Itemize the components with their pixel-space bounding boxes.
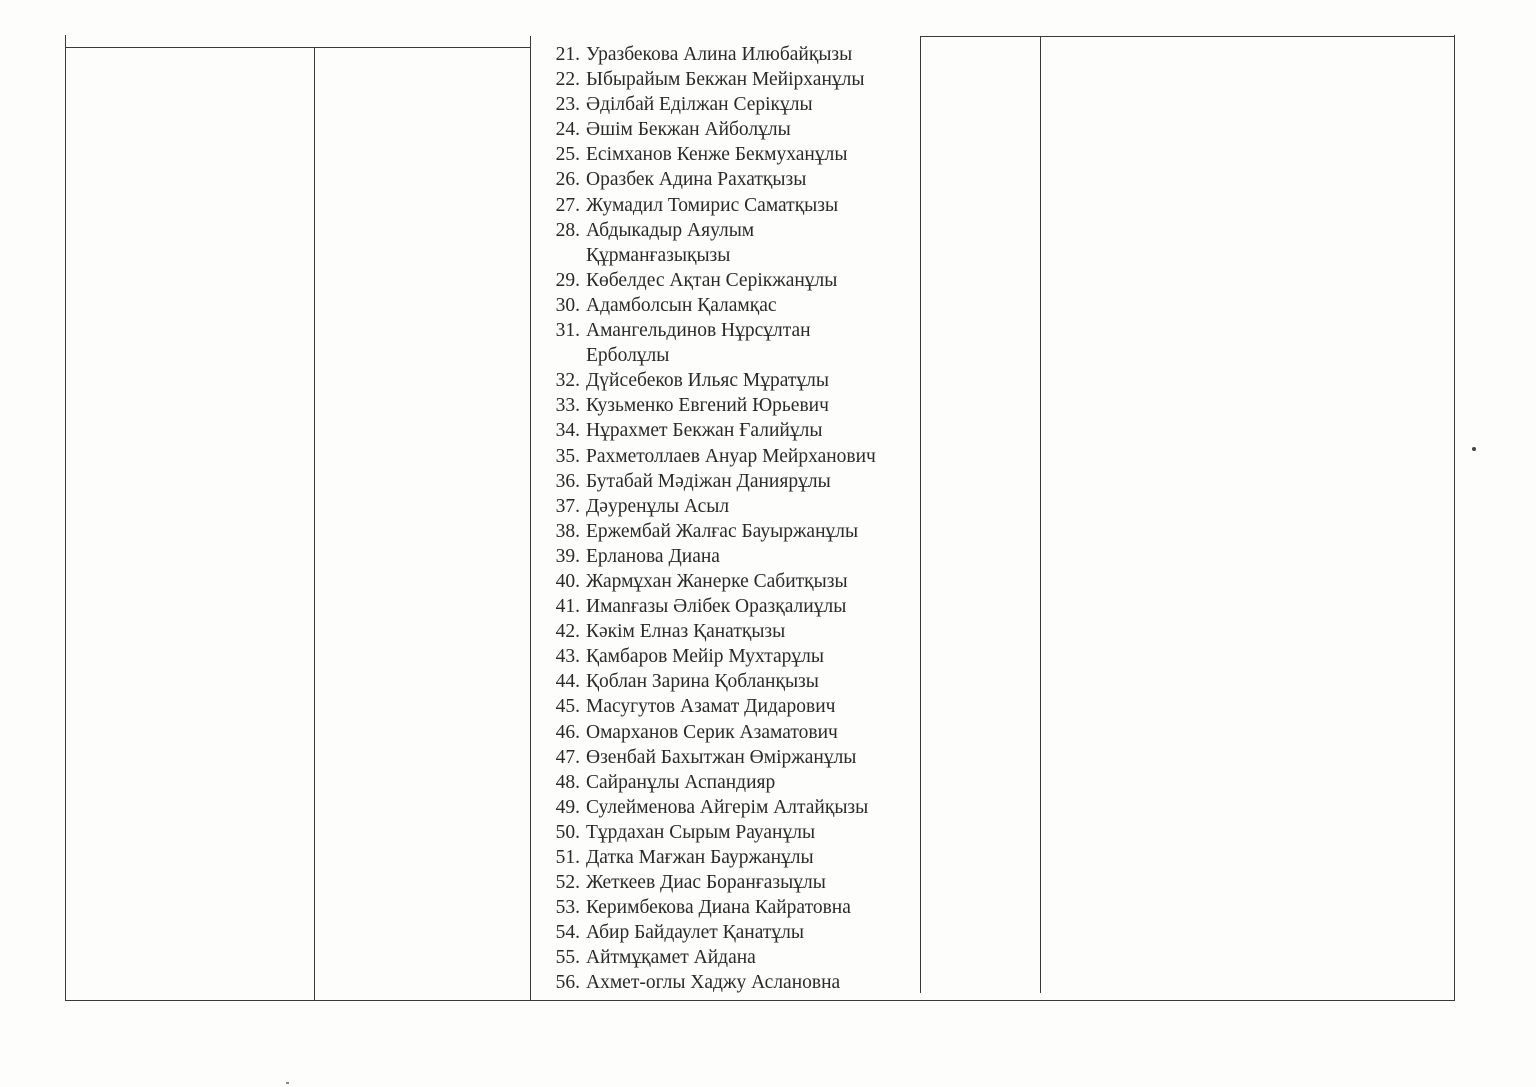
list-item-name: Нұрахмет Бекжан Ғалийұлы [586,420,823,442]
list-item [545,318,917,343]
list-item-name: Әшім Бекжан Айболұлы [586,119,791,141]
table-top-border-left [65,47,530,48]
list-item [545,494,917,519]
list-item-number: 39. [555,545,580,567]
list-item [545,193,917,218]
list-item-name: Дәуренұлы Асыл [586,495,730,517]
list-item [545,845,917,870]
list-item-name: Жумадил Томирис Саматқызы [586,194,839,216]
list-item-number: 47. [555,746,580,768]
list-item [545,619,917,644]
list-item-number: 40. [555,570,580,592]
column-separator-2 [530,36,531,1001]
list-item [545,142,917,167]
list-item [545,945,917,970]
list-item-name: Оразбек Адина Рахатқызы [586,169,807,191]
list-item-number: 50. [555,821,580,843]
list-item-number: 28. [555,219,580,241]
list-item [545,544,917,569]
list-item-number: 24. [555,119,580,141]
list-item [545,795,917,820]
list-item-number: 35. [555,445,580,467]
list-item-name: Уразбекова Алина Илюбайқызы [586,44,853,65]
list-item-number: 29. [555,269,580,291]
list-item-number: 43. [555,646,580,668]
list-item-name: Кәкім Елназ Қанатқызы [586,621,786,643]
list-item-number: 56. [555,972,580,994]
list-item-number [545,243,580,268]
column-separator-4 [1040,36,1041,993]
list-item-continuation [545,343,917,368]
list-item-number: 49. [555,796,580,818]
list-item [545,92,917,117]
list-item-number [545,343,580,368]
list-item [545,42,917,67]
list-item-name: Жармұхан Жанерке Сабитқызы [586,570,848,592]
list-item [545,820,917,845]
list-item-name: Ахмет-оглы Хаджу Аслановна [586,972,841,994]
list-item-name: Абир Байдаулет Қанатұлы [586,922,804,944]
list-item [545,920,917,945]
list-item-number: 45. [555,696,580,718]
list-item-number: 48. [555,771,580,793]
list-item-name: Тұрдахан Сырым Рауанұлы [586,821,816,843]
list-item [545,669,917,694]
list-item-number: 21. [555,44,580,65]
list-item-name: Ерланова Диана [586,545,720,567]
list-item-number: 36. [555,470,580,492]
list-item-name: Масугутов Азамат Дидарович [586,696,836,718]
list-item-number: 25. [555,144,580,166]
list-item-number: 54. [555,922,580,944]
list-item-number: 27. [555,194,580,216]
list-item [545,469,917,494]
list-item-name: Қамбаров Мейір Мухтарұлы [586,646,824,668]
list-item-name: Ыбырайым Бекжан Мейірханұлы [586,69,865,91]
list-item [545,870,917,895]
list-item [545,67,917,92]
list-item [545,418,917,443]
list-item-number: 53. [555,897,580,919]
list-item [545,569,917,594]
list-item-name: Кузьменко Евгений Юрьевич [586,395,829,417]
list-item-number: 22. [555,69,580,91]
list-item-name: Көбелдес Ақтан Серікжанұлы [586,269,838,291]
list-item-name: Есімханов Кенже Бекмуханұлы [586,144,848,166]
table-top-border-right [1040,36,1455,37]
list-item-name: Дүйсебеков Ильяс Мұратұлы [586,370,829,392]
list-item-number: 32. [555,370,580,392]
list-item-number: 34. [555,420,580,442]
list-item-number: 42. [555,621,580,643]
list-item-name: Қоблан Зарина Қобланқызы [586,671,819,693]
list-item-number: 55. [555,947,580,969]
list-item-continuation [545,243,917,268]
list-item-number: 26. [555,169,580,191]
list-item-number: 41. [555,596,580,618]
participants-list [545,42,917,996]
list-item [545,720,917,745]
list-item-name: Сайранұлы Аспандияр [586,771,776,793]
list-item [545,393,917,418]
list-item [545,519,917,544]
list-item [545,167,917,192]
list-item-name: Әділбай Еділжан Серікұлы [586,94,813,116]
list-item-name: Датка Мағжан Бауржанұлы [586,847,814,868]
list-item-name: Сулейменова Айгерім Алтайқызы [586,796,869,818]
list-item-number: 51. [555,847,580,868]
list-item-name: Керимбекова Диана Кайратовна [586,897,851,919]
list-item-name: Бутабай Мәдіжан Даниярұлы [586,470,831,492]
table-top-border-mid [920,36,1040,37]
list-item [545,368,917,393]
list-item-number: 38. [555,520,580,542]
column-separator-3 [920,36,921,993]
list-item [545,293,917,318]
list-item-name: Адамболсын Қаламқас [586,294,777,316]
list-item-number: 30. [555,294,580,316]
list-item-name: Құрманғазықызы [586,244,731,266]
list-item-name: Ерболұлы [586,345,670,367]
list-item-number: 44. [555,671,580,693]
list-item [545,970,917,995]
list-item-name: Омарханов Серик Азаматович [586,721,838,743]
list-item [545,694,917,719]
list-item-number: 23. [555,94,580,116]
list-item [545,745,917,770]
list-item-name: Өзенбай Бахытжан Өміржанұлы [586,746,857,768]
list-item [545,594,917,619]
list-item [545,117,917,142]
list-item-name: Айтмұқамет Айдана [586,947,756,969]
list-item [545,644,917,669]
scan-speck [286,1082,289,1084]
column-separator-1 [314,47,315,1001]
list-item-number: 37. [555,495,580,517]
list-item-name: Амангельдинов Нұрсұлтан [586,320,811,342]
list-item-name: Ержембай Жалғас Бауыржанұлы [586,520,859,542]
list-item [545,444,917,469]
list-item [545,895,917,920]
list-item-number: 46. [555,721,580,743]
list-item-name: Имanғазы Әлібек Оразқалиұлы [586,596,847,618]
list-item-name: Рахметоллаев Ануар Мейрханович [586,445,876,467]
scan-speck [1472,447,1476,451]
list-item-number: 52. [555,872,580,894]
list-item [545,268,917,293]
list-item-number: 33. [555,395,580,417]
list-item-name: Абдыкадыр Аяулым [586,219,755,241]
list-item-name: Жеткеев Диас Боранғазыұлы [586,872,826,894]
list-item-number: 31. [555,320,580,342]
list-item [545,770,917,795]
list-item [545,218,917,243]
